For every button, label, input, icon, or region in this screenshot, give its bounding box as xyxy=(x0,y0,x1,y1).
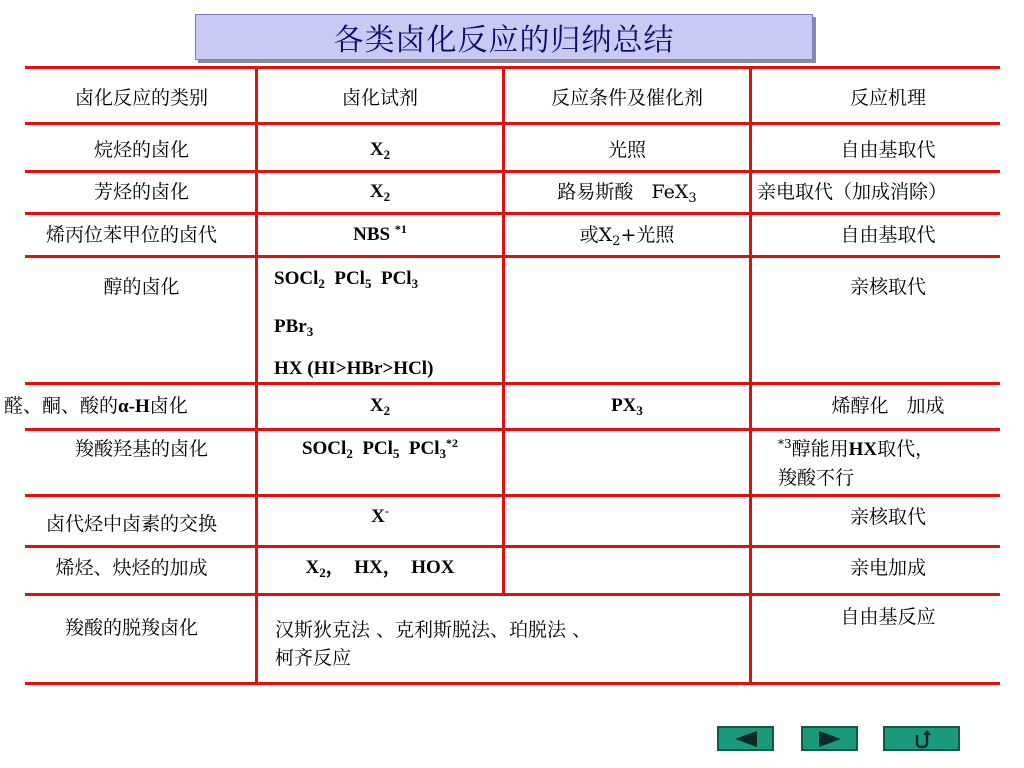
row2-category: 芳烃的卤化 xyxy=(93,181,189,203)
header-condition: 反应条件及催化剂 xyxy=(550,87,703,109)
row2-condition: 路易斯酸 FeX$_3$ xyxy=(557,181,697,206)
table-rule xyxy=(25,682,1000,685)
row9-category: 羧酸的脱羧卤化 xyxy=(64,617,198,639)
table-rule xyxy=(25,382,1000,385)
row4-reagent-line2: PBr$_3$ xyxy=(274,316,314,339)
left-triangle-icon xyxy=(733,730,759,748)
table-rule xyxy=(25,212,1000,215)
table-rule xyxy=(25,494,1000,497)
row9-mechanism: 自由基反应 xyxy=(840,606,936,628)
right-triangle-icon xyxy=(817,730,843,748)
header-reagent: 卤化试剂 xyxy=(341,87,418,109)
table-rule xyxy=(25,122,1000,125)
header-category: 卤化反应的类别 xyxy=(74,87,208,109)
row7-reagent: X- xyxy=(371,504,389,527)
row8-category: 烯烃、炔烃的加成 xyxy=(55,557,208,579)
prev-slide-button[interactable] xyxy=(717,726,774,751)
row1-mechanism: 自由基取代 xyxy=(840,139,936,161)
row7-mechanism: 亲核取代 xyxy=(849,506,926,528)
row5-reagent: $X_2$ xyxy=(369,395,391,418)
row1-category: 烷烃的卤化 xyxy=(93,139,189,161)
row1-reagent: $X_2$ xyxy=(369,139,391,162)
row2-mechanism: 亲电取代（加成消除） xyxy=(757,181,948,203)
row4-category: 醇的卤化 xyxy=(103,276,180,298)
page-title: 各类卤化反应的归纳总结 xyxy=(333,23,675,58)
row5-condition: $PX_3$ xyxy=(611,395,643,418)
table-rule xyxy=(25,255,1000,258)
row5-mechanism: 烯醇化 加成 xyxy=(831,395,945,417)
row3-reagent: NBS $^{*1}$ xyxy=(353,222,407,245)
row6-mechanism: $^{*3}$醇能用HX取代， xyxy=(778,437,935,460)
row9-reagent-line2: 柯齐反应 xyxy=(275,647,352,669)
row8-mechanism: 亲电加成 xyxy=(849,557,926,579)
row3-condition: 或$X_2+$光照 xyxy=(579,224,675,249)
row3-category: 烯丙位苯甲位的卤代 xyxy=(45,224,217,246)
return-arrow-icon xyxy=(910,729,934,749)
row9-reagent-line1: 汉斯狄克法 、克利斯脱法、珀脱法 、 xyxy=(275,619,592,641)
row3-mechanism: 自由基取代 xyxy=(840,224,936,246)
row7-category: 卤代烃中卤素的交换 xyxy=(45,513,217,535)
table-rule xyxy=(25,66,1000,69)
table-rule xyxy=(25,428,1000,431)
row8-reagent: $X_2$， HX， HOX xyxy=(305,557,455,580)
row6-category: 羧酸羟基的卤化 xyxy=(74,438,208,460)
row1-condition: 光照 xyxy=(607,139,646,161)
table-rule xyxy=(25,593,1000,596)
return-button[interactable] xyxy=(883,726,960,751)
row6-mechanism-line2: 羧酸不行 xyxy=(778,467,855,489)
row4-mechanism: 亲核取代 xyxy=(849,276,926,298)
next-slide-button[interactable] xyxy=(801,726,858,751)
row5-category: 醛、酮、酸的α-H卤化 xyxy=(4,395,188,417)
table-rule xyxy=(25,545,1000,548)
row2-reagent: $X_2$ xyxy=(369,181,391,204)
table-rule xyxy=(25,170,1000,173)
row6-reagent: SOCl$_2$ PCl$_5$ PCl$_3^{*2}$ xyxy=(301,436,459,461)
row4-reagent-line3: HX (HI>HBr>HCl) xyxy=(274,358,434,379)
row4-reagent-line1: SOCl$_2$ PCl$_5$ PCl$_3$ xyxy=(274,268,419,291)
header-mechanism: 反应机理 xyxy=(849,87,926,109)
title-box xyxy=(195,14,813,60)
